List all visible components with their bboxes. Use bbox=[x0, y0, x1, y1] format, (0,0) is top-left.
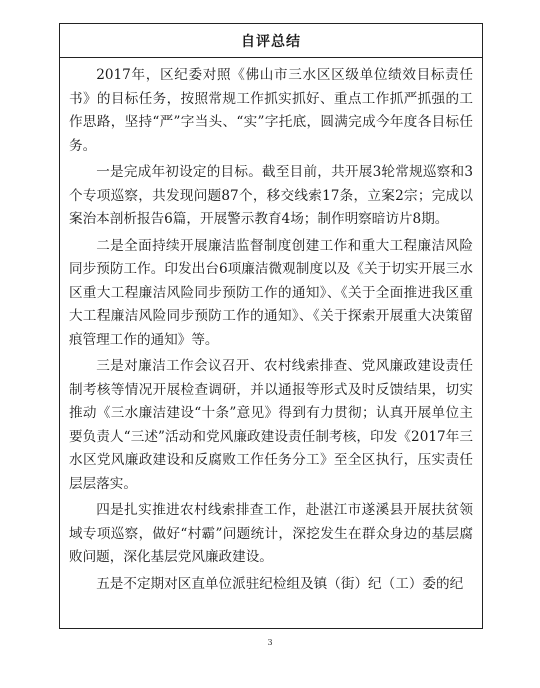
paragraph-intro: 2017年，区纪委对照《佛山市三水区区级单位绩效目标责任书》的目标任务，按照常规工作抓实抓好、重点工作抓严抓强的工作思路，坚持“严”字当头、“实”字托底，圆满完成今年度各目标任务。 bbox=[69, 67, 473, 154]
paragraph-inspection: 三是对廉洁工作会议召开、农村线索排查、党风廉政建设责任制考核等情况开展检查调研，并以通报等形式及时反馈结果，切实推动《三水廉洁建设“十条”意见》得到有力贯彻；认真开展单位主要负责人“三述”活动和党风廉政建设责任制考核，印发《2017年三水区党风廉政建设和反腐败工作任务分工》至全区执行，压实责任层层落实。 bbox=[69, 358, 473, 492]
page-number: 3 bbox=[267, 638, 273, 647]
summary-body bbox=[60, 58, 482, 596]
evaluation-table bbox=[59, 23, 483, 629]
paragraph-irregular: 五是不定期对区直单位派驻纪检组及镇（街）纪（工）委的纪 bbox=[96, 575, 464, 592]
paragraph-goals: 一是完成年初设定的目标。截至目前，共开展3轮常规巡察和3个专项巡察，共发现问题87个，移交线索17条，立案2宗；完成以案治本剖析报告6篇，开展警示教育4场；制作明察暗访片8期。 bbox=[69, 164, 473, 227]
paragraph-rural: 四是扎实推进农村线索排查工作，赴湛江市遂溪县开展扶贫领域专项巡察，做好“村霸”问题统计，深挖发生在群众身边的基层腐败问题，深化基层党风廉政建设。 bbox=[69, 502, 473, 565]
paragraph-supervision: 二是全面持续开展廉洁监督制度创建工作和重大工程廉洁风险同步预防工作。印发出台6项廉洁微观制度以及《关于切实开展三水区重大工程廉洁风险同步预防工作的通知》、《关于全面推进我区重大工程廉洁风险同步预防工作的通知》、《关于探索开展重大决策留痕管理工作的通知》等。 bbox=[69, 237, 473, 348]
section-title: 自评总结 bbox=[60, 24, 482, 58]
